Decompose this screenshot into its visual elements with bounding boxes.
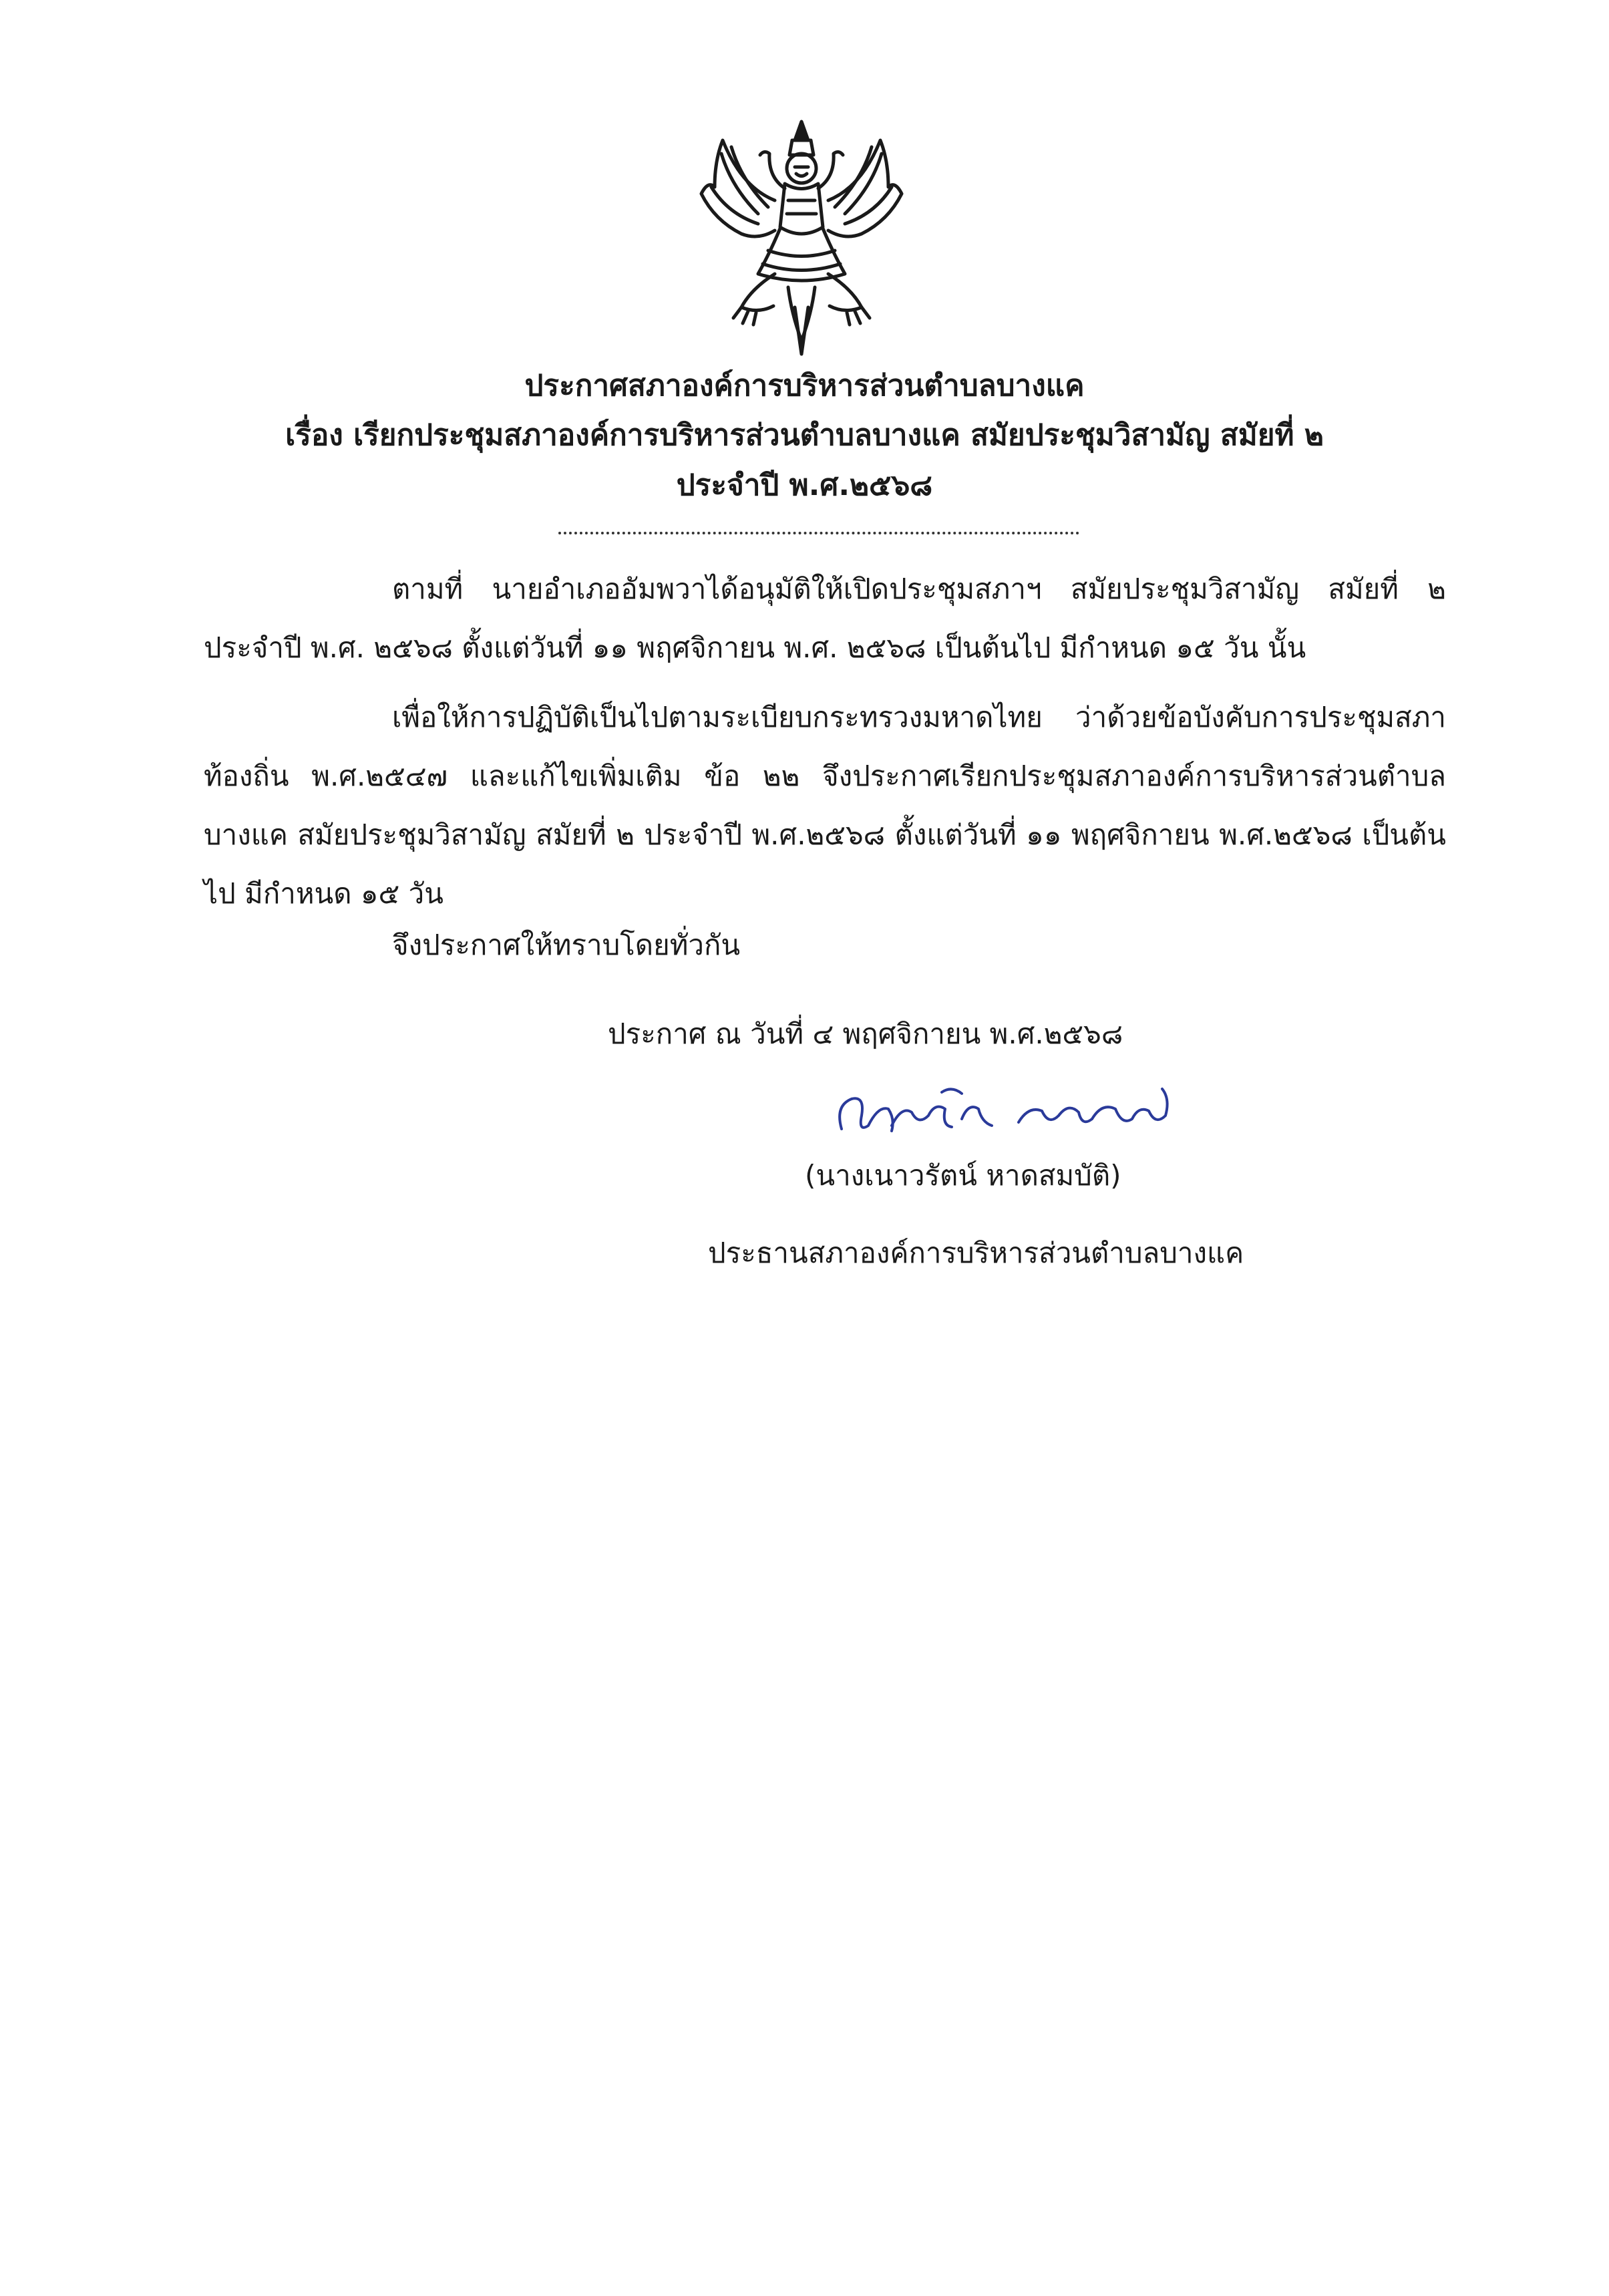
dotted-divider <box>558 518 1079 534</box>
garuda-emblem-icon <box>695 114 908 361</box>
signer-name: (นางเนาวรัตน์ หาดสมบัติ) <box>805 1159 1121 1192</box>
announcement-date: ประกาศ ณ วันที่ ๔ พฤศจิกายน พ.ศ.๒๕๖๘ <box>608 1017 1123 1050</box>
handwritten-signature <box>828 1079 1176 1146</box>
closing-statement: จึงประกาศให้ทราบโดยทั่วกัน <box>392 929 741 961</box>
signer-title: ประธานสภาองค์การบริหารส่วนตำบลบางแค <box>708 1237 1244 1269</box>
announcement-title: ประกาศสภาองค์การบริหารส่วนตำบลบางแค <box>524 369 1085 403</box>
announcement-year: ประจำปี พ.ศ.๒๕๖๘ <box>676 468 933 502</box>
body-paragraph-2: เพื่อให้การปฏิบัติเป็นไปตามระเบียบกระทรวงมหาดไทย ว่าด้วยข้อบังคับการประชุมสภาท้องถิ่น พ.ศ.๒๕๔๗ และแก้ไขเพิ่มเติม ข้อ ๒๒ จึงประกาศเรียกประชุมสภาองค์การบริหารส่วนตำบลบางแค สมัยประชุมวิสามัญ สมัยที่ ๒ ประจำปี พ.ศ.๒๕๖๘ ตั้งแต่วันที่ ๑๑ พฤศจิกายน พ.ศ.๒๕๖๘ เป็นต้นไป มีกำหนด ๑๕ วัน <box>204 701 1446 910</box>
body-paragraph-1: ตามที่ นายอำเภออัมพวาได้อนุมัติให้เปิดประชุมสภาฯ สมัยประชุมวิสามัญ สมัยที่ ๒ ประจำปี พ.ศ. ๒๕๖๘ ตั้งแต่วันที่ ๑๑ พฤศจิกายน พ.ศ. ๒๕๖๘ เป็นต้นไป มีกำหนด ๑๕ วัน นั้น <box>204 572 1446 664</box>
announcement-subject: เรื่อง เรียกประชุมสภาองค์การบริหารส่วนตำบลบางแค สมัยประชุมวิสามัญ สมัยที่ ๒ <box>285 418 1324 452</box>
